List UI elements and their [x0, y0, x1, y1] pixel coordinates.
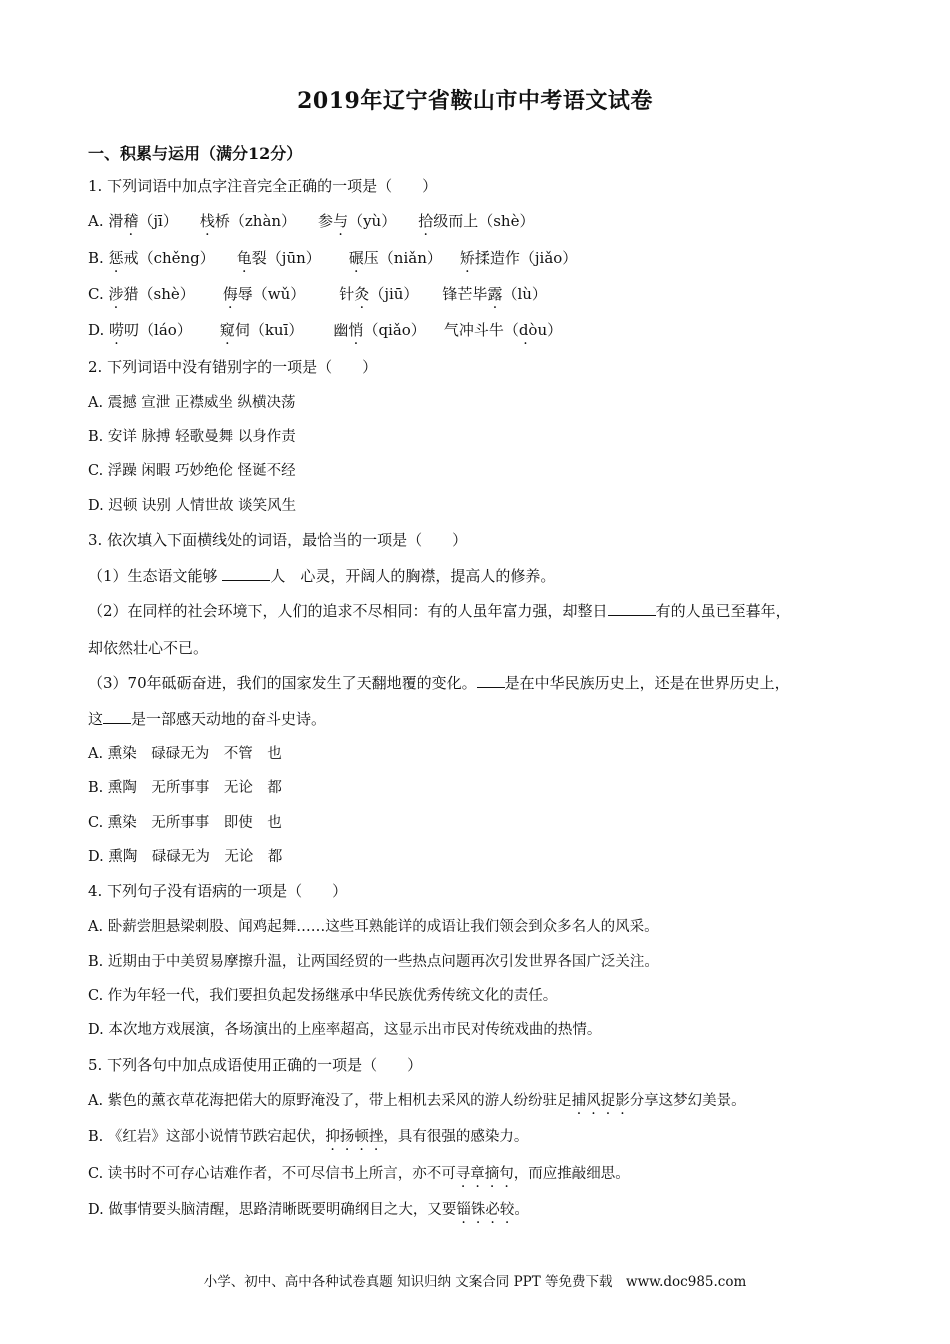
- q3-sentence-1: （1）生态语文能够 人 心灵，开阔人的胸襟，提高人的修养。: [88, 567, 556, 585]
- q4-option-d: D. 本次地方戏展演，各场演出的上座率超高，这显示出市民对传统戏曲的热情。: [88, 1022, 602, 1038]
- q5-option-d: D. 做事情要头脑清醒，思路清晰既要明确纲目之大，又要锱铢必较。: [88, 1202, 529, 1218]
- q4-option-b: B. 近期由于中美贸易摩擦升温，让两国经贸的一些热点问题再次引发世界各国广泛关注。: [88, 954, 659, 970]
- q4-option-a: A. 卧薪尝胆悬梁刺股、闻鸡起舞……这些耳熟能详的成语让我们领会到众多名人的风采。: [88, 919, 659, 935]
- q3-option-a: A. 熏染 碌碌无为 不管 也: [88, 746, 282, 762]
- q3-stem: 3. 依次填入下面横线处的词语，最恰当的一项是（ ）: [88, 531, 468, 549]
- q3-option-b: B. 熏陶 无所事事 无论 都: [88, 780, 282, 796]
- q4-option-c: C. 作为年轻一代，我们要担负起发扬继承中华民族优秀传统文化的责任。: [88, 988, 558, 1004]
- section-heading: 一、积累与运用（满分12分）: [88, 144, 303, 163]
- page-title: 2019年辽宁省鞍山市中考语文试卷: [297, 88, 653, 114]
- q3-sentence-2: （2）在同样的社会环境下，人们的追求不尽相同：有的人虽年富力强，却整日 有的人虽已至暮年，: [88, 602, 791, 620]
- q3-option-d: D. 熏陶 碌碌无为 无论 都: [88, 849, 283, 865]
- q1-option-d: D. 唠叨（láo） 窥伺（kuī） 幽悄（qiǎo） 气冲斗牛（dòu） ·: [88, 320, 562, 340]
- q1-option-a: A. 滑稽（jī） 栈桥（zhàn） 参与（yù） 拾级而上（shè）: [88, 212, 535, 230]
- q5-option-b: B. 《红岩》这部小说情节跌宕起伏，抑扬顿挫，具有很强的感染力。: [88, 1129, 529, 1145]
- q2-stem: 2. 下列词语中没有错别字的一项是（ ）: [88, 358, 378, 376]
- q5-stem: 5. 下列各句中加点成语使用正确的一项是（ ）: [88, 1056, 423, 1074]
- q2-option-d: D. 迟顿 诀别 人情世故 谈笑风生: [88, 498, 297, 514]
- q5-option-c: C. 读书时不可存心诘难作者，不可尽信书上所言，亦不可寻章摘句，而应推敲细思。: [88, 1166, 630, 1182]
- q1-stem: 1. 下列词语中加点字注音完全正确的一项是（ ）: [88, 177, 438, 195]
- q5-option-a: A. 紫色的薰衣草花海把偌大的原野淹没了，带上相机去采风的游人纷纷驻足捕风捉影分享这梦幻美景。: [88, 1093, 746, 1109]
- q3-sentence-3-cont: 这 是一部感天动地的奋斗史诗。: [88, 710, 327, 728]
- q3-sentence-2-cont: 却依然壮心不已。: [88, 639, 209, 657]
- q1-option-b: B. 惩戒（chěng） 龟裂（jūn） 碾压（niǎn） 矫揉造作（jiǎo）: [88, 249, 578, 267]
- q2-option-a: A. 震撼 宣泄 正襟威坐 纵横决荡: [88, 395, 296, 411]
- q3-sentence-3: （3）70年砥砺奋进，我们的国家发生了天翻地覆的变化。 是在中华民族历史上，还是在世界历史上，: [88, 674, 790, 692]
- q1-option-c: C. 涉猎（shè） 侮辱（wǔ） 针灸（jiū） 锋芒毕露（lù）: [88, 285, 547, 303]
- page-footer: 小学、初中、高中各种试卷真题 知识归纳 文案合同 PPT 等免费下载 www.doc985.com: [203, 1274, 747, 1290]
- q2-option-c: C. 浮躁 闲暇 巧妙绝伦 怪诞不经: [88, 463, 296, 479]
- q2-option-b: B. 安详 脉搏 轻歌曼舞 以身作责: [88, 429, 296, 445]
- q4-stem: 4. 下列句子没有语病的一项是（ ）: [88, 882, 348, 900]
- q3-option-c: C. 熏染 无所事事 即使 也: [88, 815, 282, 831]
